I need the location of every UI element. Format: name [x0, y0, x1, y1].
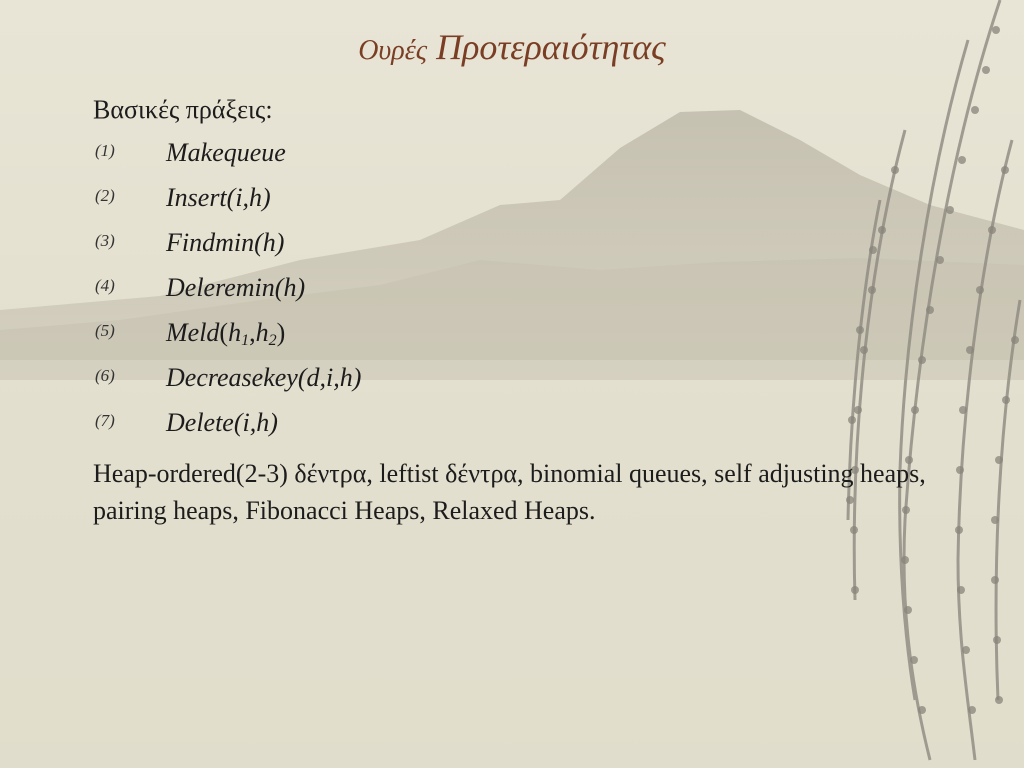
- list-item: [93, 182, 993, 227]
- slide-content: [93, 92, 993, 529]
- operation-args: (h): [274, 273, 306, 302]
- item-number: (6): [95, 366, 115, 385]
- item-number: (2): [95, 186, 115, 205]
- list-item: [93, 317, 993, 362]
- operation-args: $(h_1,h_2)$: [219, 318, 286, 349]
- item-number: (4): [95, 276, 115, 295]
- slide-title: [0, 26, 1024, 68]
- list-item: [93, 362, 993, 407]
- title-prefix: Ουρές: [358, 35, 428, 66]
- operation-name: Delete(i,h): [166, 408, 278, 437]
- operation-name: Deleremin(h): [166, 273, 306, 302]
- operation-args: (i,h): [233, 408, 278, 437]
- operation-args: (i,h): [226, 183, 271, 212]
- list-item: [93, 137, 993, 182]
- heap-types-paragraph: Heap-ordered(2-3) δέντρα, leftist δέντρα, binomial queues, self adjusting heaps, pairing heaps, Fibonacci Heaps, Relaxed Heaps.: [93, 459, 926, 525]
- operation-name: Insert(i,h): [166, 183, 271, 212]
- title-main: Προτεραιότητας: [436, 27, 666, 67]
- item-number: (1): [95, 141, 115, 160]
- item-number: (3): [95, 231, 115, 250]
- list-item: [93, 272, 993, 317]
- operation-name: Decreasekey(d,i,h): [166, 363, 362, 392]
- item-number: (5): [95, 321, 115, 340]
- list-item: [93, 407, 993, 452]
- operation-name: Makequeue: [166, 138, 286, 167]
- operation-name: Findmin(h): [166, 228, 285, 257]
- operation-name: $Meld(h_1,h_2)$: [166, 318, 286, 349]
- operation-args: (h): [254, 228, 285, 257]
- operations-heading: Βασικές πράξεις:: [93, 95, 273, 124]
- item-number: (7): [95, 411, 115, 430]
- list-item: [93, 227, 993, 272]
- operation-args: (d,i,h): [297, 363, 362, 392]
